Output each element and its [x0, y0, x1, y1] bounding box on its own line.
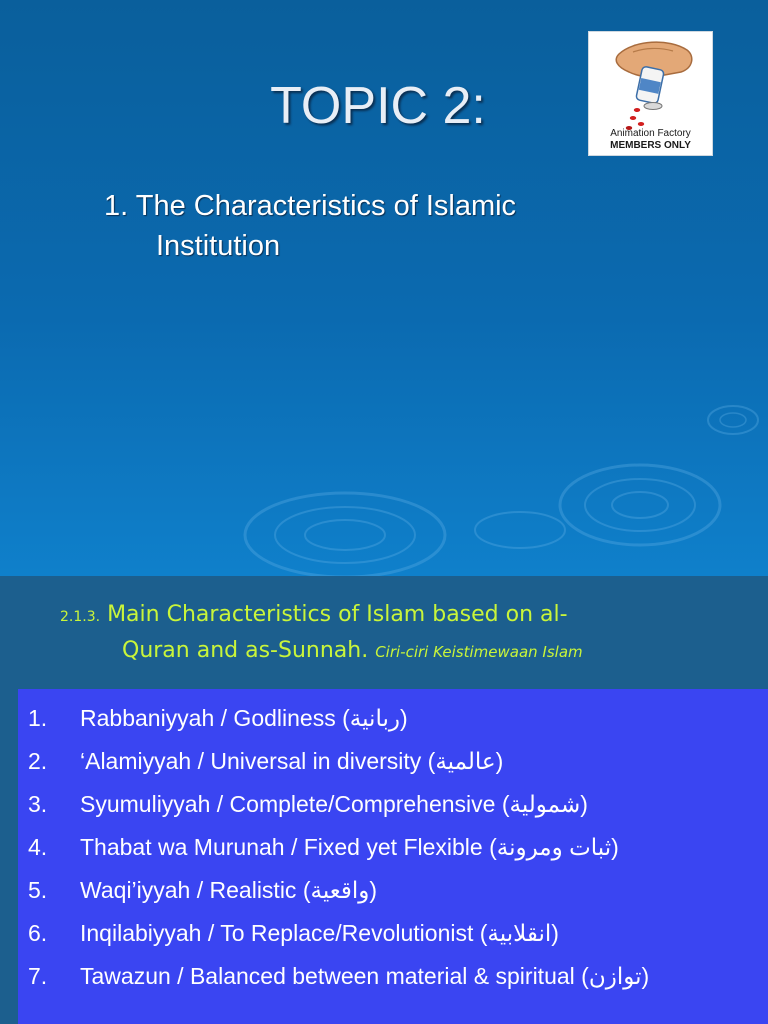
logo-text-line-1: Animation Factory [610, 128, 691, 139]
slide-main-characteristics [0, 576, 768, 1024]
list-item-text: Syumuliyyah / Complete/Comprehensive (شمولية) [80, 791, 588, 817]
list-item [18, 869, 768, 912]
logo-text-line-2: MEMBERS ONLY [610, 140, 691, 151]
subtitle-number: 1. [104, 190, 129, 222]
slide-heading [60, 598, 740, 669]
list-item-text: Thabat wa Murunah / Fixed yet Flexible (ثبات ومرونة) [80, 834, 619, 860]
list-item [18, 912, 768, 955]
slide-subtitle [104, 186, 664, 266]
characteristics-panel [18, 689, 768, 1024]
clipart-hand-pill-bottle-image [588, 31, 713, 156]
list-item-number: 2. [28, 748, 48, 774]
heading-italic-malay: Ciri-ciri Keistimewaan Islam [375, 643, 583, 661]
subtitle-line-2: Institution [156, 230, 281, 262]
list-item-text: Rabbaniyyah / Godliness (ربانية) [80, 705, 408, 731]
list-item [18, 826, 768, 869]
list-item-number: 5. [28, 877, 48, 903]
heading-section-number: 2.1.3. [60, 609, 101, 625]
list-item-text: ‘Alamiyyah / Universal in diversity (عالمية) [80, 748, 504, 774]
list-item-number: 4. [28, 834, 48, 860]
list-item-text: Waqi’iyyah / Realistic (واقعية) [80, 877, 378, 903]
heading-line-2: Quran and as-Sunnah. [122, 638, 369, 663]
characteristics-list [18, 689, 768, 998]
list-item-number: 1. [28, 705, 48, 731]
heading-line-1: Main Characteristics of Islam based on al- [107, 602, 568, 627]
list-item-number: 6. [28, 920, 48, 946]
subtitle-line-1: The Characteristics of Islamic [135, 190, 517, 222]
list-item [18, 955, 768, 998]
list-item [18, 697, 768, 740]
list-item-text: Tawazun / Balanced between material & spiritual (توازن) [80, 963, 650, 989]
list-item-text: Inqilabiyyah / To Replace/Revolutionist (انقلابية) [80, 920, 559, 946]
list-item-number: 3. [28, 791, 48, 817]
slide-title: TOPIC 2: [270, 77, 486, 135]
list-item [18, 783, 768, 826]
list-item-number: 7. [28, 963, 48, 989]
list-item [18, 740, 768, 783]
heading-line-2-wrap [60, 634, 740, 669]
